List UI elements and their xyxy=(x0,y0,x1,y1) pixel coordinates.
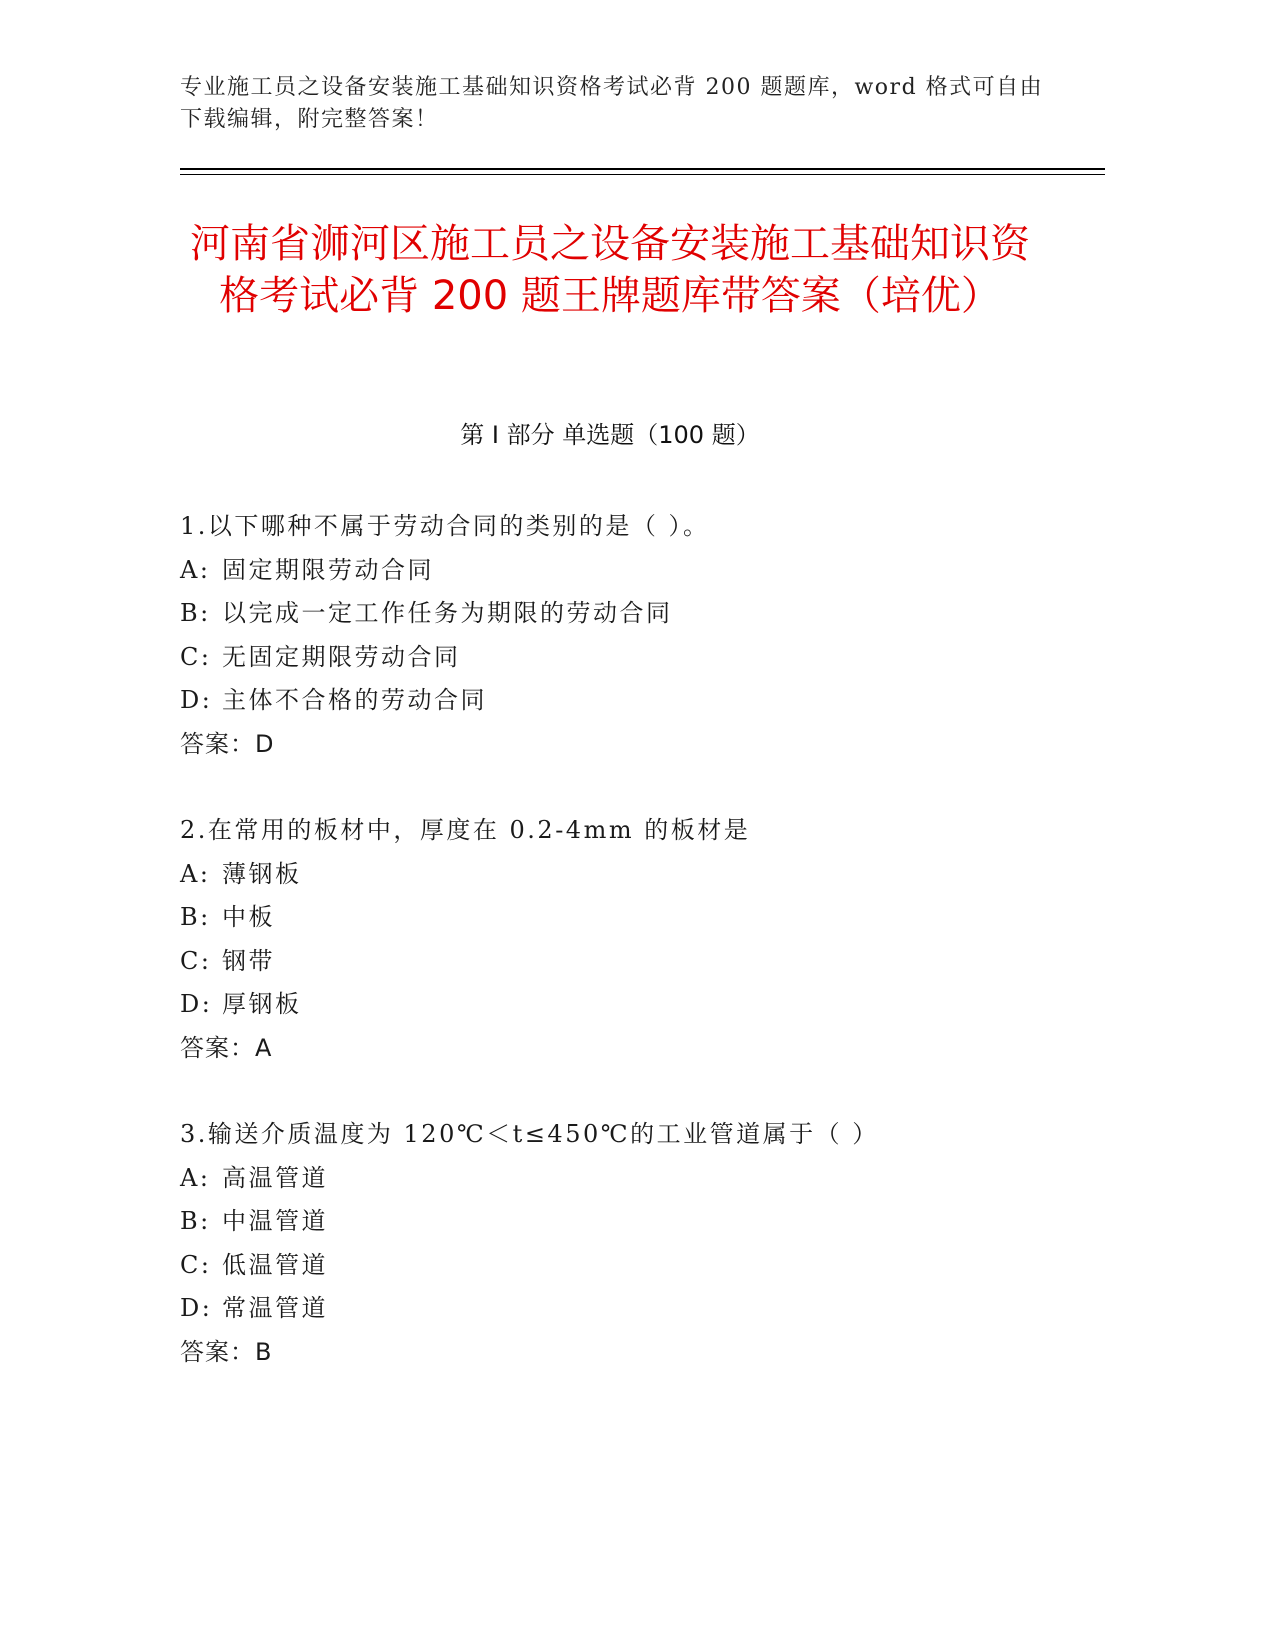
option-letter: A: xyxy=(180,859,211,888)
option-text: 常温管道 xyxy=(222,1294,328,1322)
question-2 xyxy=(180,809,1080,1070)
header-rule-thick xyxy=(180,168,1105,170)
answer-label: 答案： xyxy=(180,729,255,758)
answer-value: A xyxy=(255,1033,273,1062)
answer-line xyxy=(180,1331,1080,1375)
answer-label: 答案： xyxy=(180,1337,255,1366)
option-text: 以完成一定工作任务为期限的劳动合同 xyxy=(222,599,673,627)
option-text: 主体不合格的劳动合同 xyxy=(222,686,487,714)
option-letter: B: xyxy=(180,903,211,931)
option-d xyxy=(180,1287,1080,1331)
header-rule-thin xyxy=(180,174,1105,175)
option-c xyxy=(180,1244,1080,1288)
option-text: 固定期限劳动合同 xyxy=(222,555,434,584)
option-c xyxy=(180,940,1080,984)
option-text: 高温管道 xyxy=(222,1163,328,1192)
option-letter: C: xyxy=(180,1250,212,1279)
option-a xyxy=(180,1157,1080,1201)
option-c xyxy=(180,636,1080,680)
question-stem: 1.以下哪种不属于劳动合同的类别的是（ ）。 xyxy=(180,512,710,540)
option-a xyxy=(180,549,1080,593)
option-text: 厚钢板 xyxy=(222,990,302,1018)
header-note: 专业施工员之设备安装施工基础知识资格考试必背 200 题题库，word 格式可自由下载编辑，附完整答案！ xyxy=(180,75,1044,132)
option-letter: B: xyxy=(180,1207,211,1235)
option-letter: B: xyxy=(180,599,211,627)
option-text: 中温管道 xyxy=(222,1207,328,1235)
document-title: 河南省浉河区施工员之设备安装施工基础知识资格考试必背 200 题王牌题库带答案（培优） xyxy=(190,221,1030,319)
question-stem: 2.在常用的板材中，厚度在 0.2-4mm 的板材是 xyxy=(180,816,751,844)
option-letter: A: xyxy=(180,555,211,584)
option-letter: A: xyxy=(180,1163,211,1192)
option-letter: C: xyxy=(180,642,212,671)
option-b xyxy=(180,896,1080,940)
answer-line xyxy=(180,1027,1080,1071)
answer-label: 答案： xyxy=(180,1033,255,1062)
question-stem: 3.输送介质温度为 120℃＜t≤450℃的工业管道属于（ ） xyxy=(180,1120,879,1148)
option-text: 薄钢板 xyxy=(222,859,302,888)
option-b xyxy=(180,592,1080,636)
option-letter: D: xyxy=(180,1294,213,1322)
option-letter: D: xyxy=(180,990,213,1018)
question-1 xyxy=(180,505,1080,766)
question-3 xyxy=(180,1113,1080,1374)
option-text: 低温管道 xyxy=(222,1250,328,1279)
answer-value: B xyxy=(255,1337,273,1366)
option-text: 钢带 xyxy=(222,946,275,975)
option-b xyxy=(180,1200,1080,1244)
option-a xyxy=(180,853,1080,897)
option-d xyxy=(180,679,1080,723)
answer-value: D xyxy=(255,729,275,758)
option-text: 无固定期限劳动合同 xyxy=(222,642,461,671)
option-d xyxy=(180,983,1080,1027)
option-text: 中板 xyxy=(222,903,275,931)
option-letter: D: xyxy=(180,686,213,714)
option-letter: C: xyxy=(180,946,212,975)
question-list xyxy=(180,505,1080,1417)
section-heading: 第 I 部分 单选题（100 题） xyxy=(460,421,760,449)
answer-line xyxy=(180,723,1080,767)
